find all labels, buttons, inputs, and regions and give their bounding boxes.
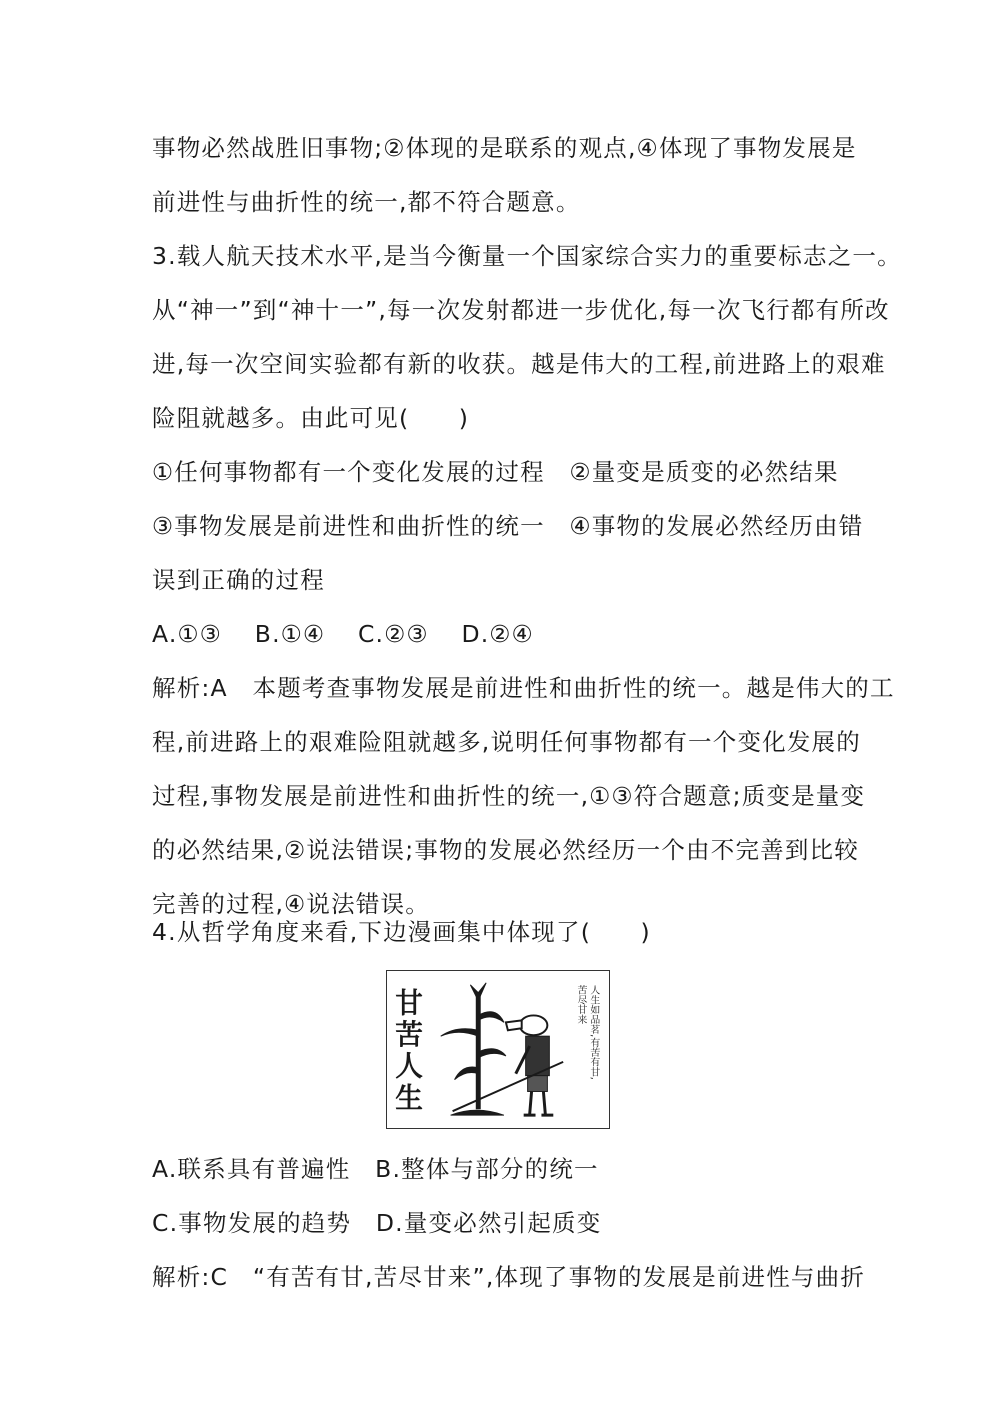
question-4-option-line: C.事物发展的趋势 D.量变必然引起质变 (152, 1209, 602, 1237)
question-3-options (152, 619, 534, 649)
question-3-stem-line: 险阻就越多。由此可见( ) (152, 404, 470, 432)
cartoon-caption: 苦尽甘来 (575, 984, 587, 1025)
question-4-analysis-line: 解析:C “有苦有甘,苦尽甘来”,体现了事物的发展是前进性与曲折 (152, 1263, 866, 1291)
question-3-stem-line: 3.载人航天技术水平,是当今衡量一个国家综合实力的重要标志之一。 (152, 242, 902, 270)
question-3-stem-line: 进,每一次空间实验都有新的收获。越是伟大的工程,前进路上的艰难 (152, 350, 886, 378)
analysis-line: 过程,事物发展是前进性和曲折性的统一,①③符合题意;质变是量变 (152, 782, 866, 810)
statement-line: ③事物发展是前进性和曲折性的统一 ④事物的发展必然经历由错 (152, 512, 864, 540)
question-4-option-line: A.联系具有普遍性 B.整体与部分的统一 (152, 1155, 599, 1183)
text-line: 事物必然战胜旧事物;②体现的是联系的观点,④体现了事物发展是 (152, 134, 857, 162)
analysis-line: 完善的过程,④说法错误。 (152, 890, 430, 918)
cartoon-title-char: 生 (395, 1081, 423, 1115)
analysis-line: 解析:A 本题考查事物发展是前进性和曲折性的统一。越是伟大的工 (152, 674, 895, 702)
text-line: 前进性与曲折性的统一,都不符合题意。 (152, 188, 581, 216)
analysis-line: 的必然结果,②说法错误;事物的发展必然经历一个由不完善到比较 (152, 836, 859, 864)
cartoon-title-char: 人 (395, 1049, 423, 1083)
statement-line: ①任何事物都有一个变化发展的过程 ②量变是质变的必然结果 (152, 458, 839, 486)
question-4-stem: 4.从哲学角度来看,下边漫画集中体现了( ) (152, 918, 651, 946)
question-3-stem-line: 从“神一”到“神十一”,每一次发射都进一步优化,每一次飞行都有所改 (152, 296, 890, 324)
cartoon-image (386, 970, 610, 1129)
option-d: D.②④ (461, 620, 534, 648)
statement-line: 误到正确的过程 (152, 566, 325, 594)
plant-illustration (441, 983, 506, 1115)
option-c: C.②③ (357, 620, 429, 648)
cartoon-caption: 人生如品茗,有苦有甘, (588, 984, 600, 1080)
cartoon-title-char: 苦 (395, 1018, 423, 1052)
analysis-line: 程,前进路上的艰难险阻就越多,说明任何事物都有一个变化发展的 (152, 728, 861, 756)
option-a: A.①③ (152, 620, 223, 648)
option-b: B.①④ (254, 620, 326, 648)
cartoon-title-char: 甘 (395, 986, 423, 1020)
